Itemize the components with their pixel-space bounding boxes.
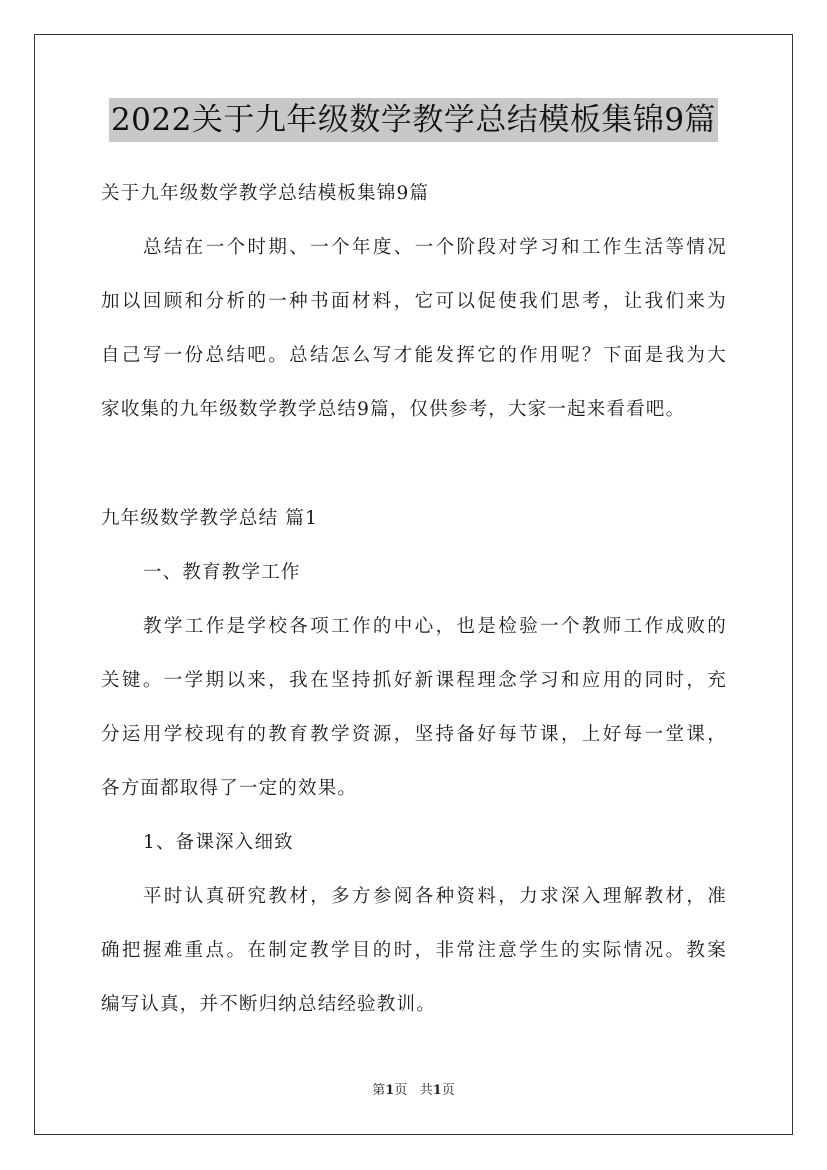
total-suffix: 页 <box>441 1083 455 1098</box>
para-2-line-2: 确把握难重点。在制定教学目的时，非常注意学生的实际情况。教案 <box>101 940 727 961</box>
para-2-line-3: 编写认真，并不断归纳总结经验教训。 <box>101 994 436 1015</box>
sub-heading-1: 一、教育教学工作 <box>143 562 301 583</box>
para-1-line-3: 分运用学校现有的教育教学资源，坚持备好每节课，上好每一堂课， <box>101 724 727 745</box>
intro-line-2: 加以回顾和分析的一种书面材料，它可以促使我们思考，让我们来为 <box>101 291 727 312</box>
section-heading: 九年级数学教学总结 篇1 <box>101 508 319 529</box>
page-footer <box>0 1082 827 1100</box>
total-prefix: 共 <box>419 1083 433 1098</box>
para-1-line-1: 教学工作是学校各项工作的中心，也是检验一个教师工作成败的 <box>143 616 727 637</box>
para-2-line-1: 平时认真研究教材，多方参阅各种资料，力求深入理解教材，准 <box>143 886 727 907</box>
title-container <box>0 98 827 142</box>
subtitle: 关于九年级数学教学总结模板集锦9篇 <box>101 183 430 204</box>
intro-line-3: 自己写一份总结吧。总结怎么写才能发挥它的作用呢？下面是我为大 <box>101 345 727 366</box>
total-pages: 1 <box>432 1083 442 1098</box>
page-prefix: 第 <box>372 1083 386 1098</box>
para-1-line-4: 各方面都取得了一定的效果。 <box>101 778 358 799</box>
document-title: 2022关于九年级数学教学总结模板集锦9篇 <box>109 98 718 142</box>
page-suffix: 页 <box>394 1083 408 1098</box>
intro-line-1: 总结在一个时期、一个年度、一个阶段对学习和工作生活等情况 <box>143 237 727 258</box>
para-1-line-2: 关键。一学期以来，我在坚持抓好新课程理念学习和应用的同时，充 <box>101 670 727 691</box>
page-number: 1 <box>385 1083 395 1098</box>
intro-line-4: 家收集的九年级数学教学总结9篇，仅供参考，大家一起来看看吧。 <box>101 399 686 420</box>
sub-heading-2: 1、备课深入细致 <box>143 832 294 853</box>
